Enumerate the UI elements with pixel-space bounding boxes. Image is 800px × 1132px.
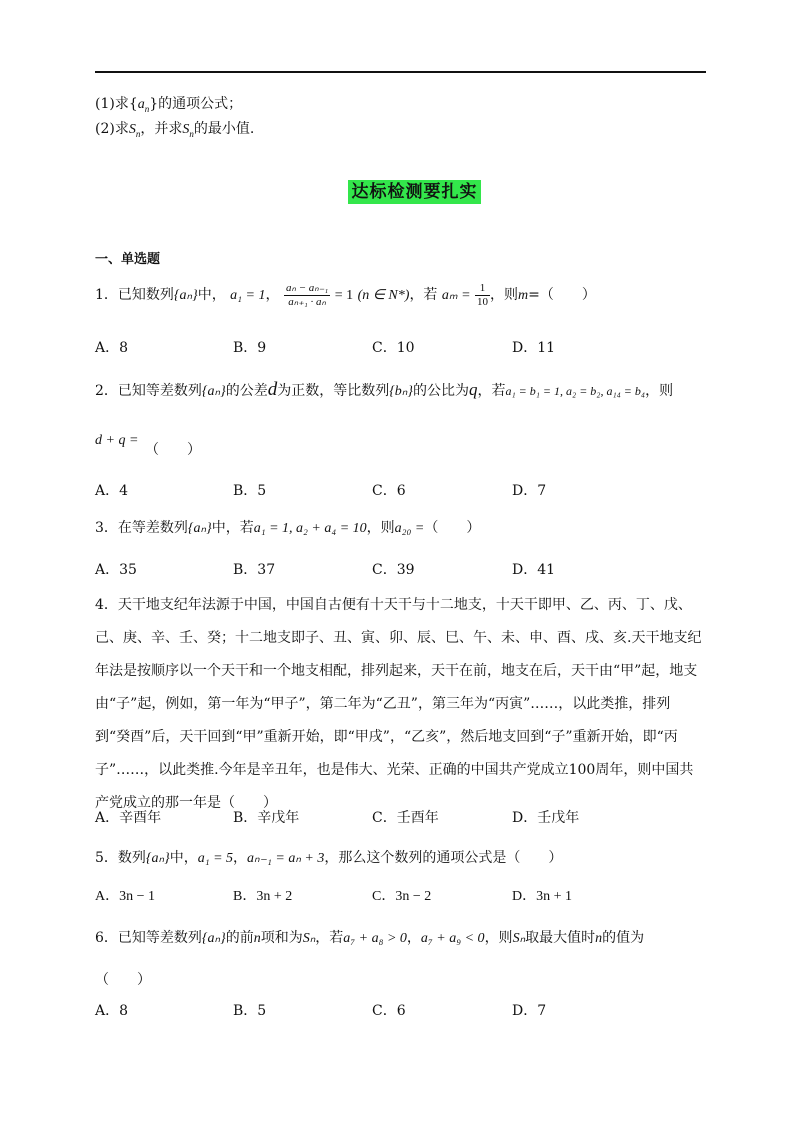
q6-option-d[interactable]: D．7 — [512, 1003, 547, 1019]
intro-line-2-var: S — [128, 122, 136, 137]
intro-line-2-prefix: (2)求 — [95, 121, 129, 137]
q6-option-c[interactable]: C．6 — [372, 1003, 406, 1019]
q3-option-c[interactable]: C．39 — [372, 562, 415, 578]
q1-mid: 中， — [197, 287, 226, 303]
q6-p3: 项和为 — [260, 930, 303, 946]
intro-line-1-prefix: (1)求{ — [95, 96, 138, 112]
q1-rhs-den: 10 — [477, 295, 489, 308]
q5-p2: 中， — [169, 850, 198, 866]
q1-eq: = 1 — [334, 288, 354, 303]
question-5 — [95, 846, 562, 871]
q2-p6: ，则 — [645, 383, 674, 399]
q3-p2: 中，若 — [211, 520, 254, 536]
q2-p1: 2．已知等差数列 — [95, 383, 202, 399]
q6-seq: {aₙ} — [201, 931, 226, 946]
q2-d: d — [267, 379, 278, 400]
q6-c1: a₇ + a₈ > 0 — [343, 931, 407, 946]
q6-p8: 的值为 — [602, 930, 645, 946]
q5-option-b[interactable]: B．3n + 2 — [233, 889, 293, 904]
q4-option-b[interactable]: B．辛戊年 — [233, 810, 300, 826]
intro-line-2-mid: ，并求 — [140, 121, 183, 137]
q6-c2: a₇ + a₉ < 0 — [420, 931, 485, 946]
intro-line-2-sub: n — [135, 128, 141, 139]
q3-paren: （ ） — [424, 520, 481, 536]
q6-p2: 的前 — [225, 930, 254, 946]
q6-sn: Sₙ — [302, 931, 316, 946]
top-rule — [95, 71, 706, 73]
intro-line-2-suffix: 的最小值. — [193, 121, 255, 137]
q4-option-a[interactable]: A．辛酉年 — [95, 810, 162, 826]
q6-n2: n — [595, 931, 603, 946]
q2-option-b[interactable]: B．5 — [233, 483, 267, 499]
q1-rhs-fraction — [475, 282, 490, 309]
intro-line-2-sub2: n — [189, 128, 194, 139]
q1-option-d[interactable]: D．11 — [512, 340, 556, 356]
q2-p2: 的公差 — [225, 383, 268, 399]
q5-p1: 5．数列 — [95, 850, 146, 866]
q2-dq: d + q = — [95, 433, 139, 448]
q1-option-b[interactable]: B．9 — [233, 340, 267, 356]
section-heading: 一、单选题 — [95, 252, 161, 267]
q6-option-b[interactable]: B．5 — [233, 1003, 267, 1019]
q1-rhs-num: 1 — [475, 282, 490, 296]
q1-end: ，则 — [490, 287, 519, 303]
q2-paren: （ ） — [145, 442, 201, 458]
q5-option-d[interactable]: D．3n + 1 — [512, 889, 573, 904]
q6-p1: 6．已知等差数列 — [95, 930, 202, 946]
q3-option-b[interactable]: B．37 — [233, 562, 276, 578]
q3-p3: ，则 — [366, 520, 395, 536]
q6-p6: ，则 — [484, 930, 513, 946]
q3-p1: 3．在等差数列 — [95, 520, 188, 536]
q6-p5: ， — [406, 930, 421, 946]
q6-p7: 取最大值时 — [525, 930, 596, 946]
q2-p5: ，若 — [477, 383, 506, 399]
question-4: 4．天干地支纪年法源于中国，中国自古便有十天干与十二地支，十天干即甲、乙、丙、丁、戊、己、庚、辛、壬、癸；十二地支即子、丑、寅、卯、辰、巳、午、未、申、酉、戌、亥.天干地支纪年法是按顺序以一个天干和一个地支相配，排列起来，天干在前，地支在后，天干由“甲”起，地支由“子”起，例如，第一年为“甲子”，第二年为“乙丑”，第三年为“丙寅”……，以此类推，排列到“癸酉”后，天干回到“甲”重新开始，即“甲戌”，“乙亥”，然后地支回到“子”重新开始，即“丙子”……，以此类推.今年是辛丑年，也是伟大、光荣、正确的中国共产党成立100周年，则中国共产党成立的那一年是（ ） — [95, 597, 702, 811]
q5-p3: ， — [233, 850, 248, 866]
question-1 — [95, 280, 596, 311]
q1-if: ，若 — [409, 287, 438, 303]
q5-rec: aₙ₋₁ = aₙ + 3 — [247, 851, 325, 866]
q6-sn2: Sₙ — [512, 931, 526, 946]
q3-option-a[interactable]: A．35 — [95, 562, 137, 578]
q2-option-d[interactable]: D．7 — [512, 483, 547, 499]
q5-a1: a₁ = 5 — [197, 851, 234, 866]
q1-am: aₘ = — [441, 288, 471, 303]
q2-line-2 — [95, 430, 138, 451]
q5-seq: {aₙ} — [145, 851, 170, 866]
q1-option-a[interactable]: A．8 — [95, 340, 129, 356]
q5-option-c[interactable]: C．3n − 2 — [372, 889, 432, 904]
q1-m: m — [518, 288, 529, 303]
q6-option-a[interactable]: A．8 — [95, 1003, 129, 1019]
intro-line-2 — [95, 119, 254, 144]
q3-cond: a₁ = 1, a₂ + a₄ = 10 — [253, 521, 367, 536]
q2-seq-b: {bₙ} — [389, 384, 413, 399]
q1-seq: {aₙ} — [173, 288, 198, 303]
q3-seq: {aₙ} — [187, 521, 212, 536]
q4-option-c[interactable]: C．壬酉年 — [372, 810, 439, 826]
q3-option-d[interactable]: D．41 — [512, 562, 556, 578]
intro-line-1-sub: n — [144, 103, 150, 114]
q1-cond: (n ∈ N*) — [357, 288, 410, 303]
q2-option-c[interactable]: C．6 — [372, 483, 406, 499]
intro-line-2-var2: S — [182, 122, 190, 137]
q3-ask: a₂₀ = — [394, 521, 425, 536]
q1-frac-den: aₙ₊₁ · aₙ — [288, 295, 326, 308]
q1-prefix: 1．已知数列 — [95, 287, 174, 303]
q1-a1: a₁ = 1 — [230, 288, 266, 303]
intro-line-1-var: a — [137, 97, 145, 112]
q6-p4: ，若 — [315, 930, 344, 946]
question-6 — [95, 926, 644, 951]
section-banner: 达标检测要扎实 — [348, 180, 481, 204]
q1-frac-num: aₙ − aₙ₋₁ — [285, 281, 329, 294]
intro-line-1 — [95, 94, 242, 119]
q2-q: q — [468, 380, 478, 399]
q2-p3: 为正数，等比数列 — [277, 383, 390, 399]
q6-paren: （ ） — [95, 972, 151, 988]
q2-cond: a₁ = b₁ = 1, a₂ = b₂, a₁₄ = b₄ — [505, 384, 646, 398]
q2-seq-a: {aₙ} — [201, 384, 226, 399]
q5-option-a[interactable]: A．3n − 1 — [95, 889, 156, 904]
intro-line-1-suffix: }的通项公式； — [149, 96, 243, 112]
q5-p4: ，那么这个数列的通项公式是（ ） — [324, 850, 563, 866]
q2-option-a[interactable]: A．4 — [95, 483, 129, 499]
question-2 — [95, 378, 673, 404]
q1-option-c[interactable]: C．10 — [372, 340, 415, 356]
q1-fraction — [284, 282, 330, 309]
q4-option-d[interactable]: D．壬戊年 — [512, 810, 580, 826]
q6-n: n — [253, 931, 261, 946]
question-3 — [95, 516, 480, 541]
q1-comma: ， — [265, 287, 280, 303]
q2-p4: 的公比为 — [412, 383, 469, 399]
q1-tail: =（ ） — [528, 287, 596, 303]
